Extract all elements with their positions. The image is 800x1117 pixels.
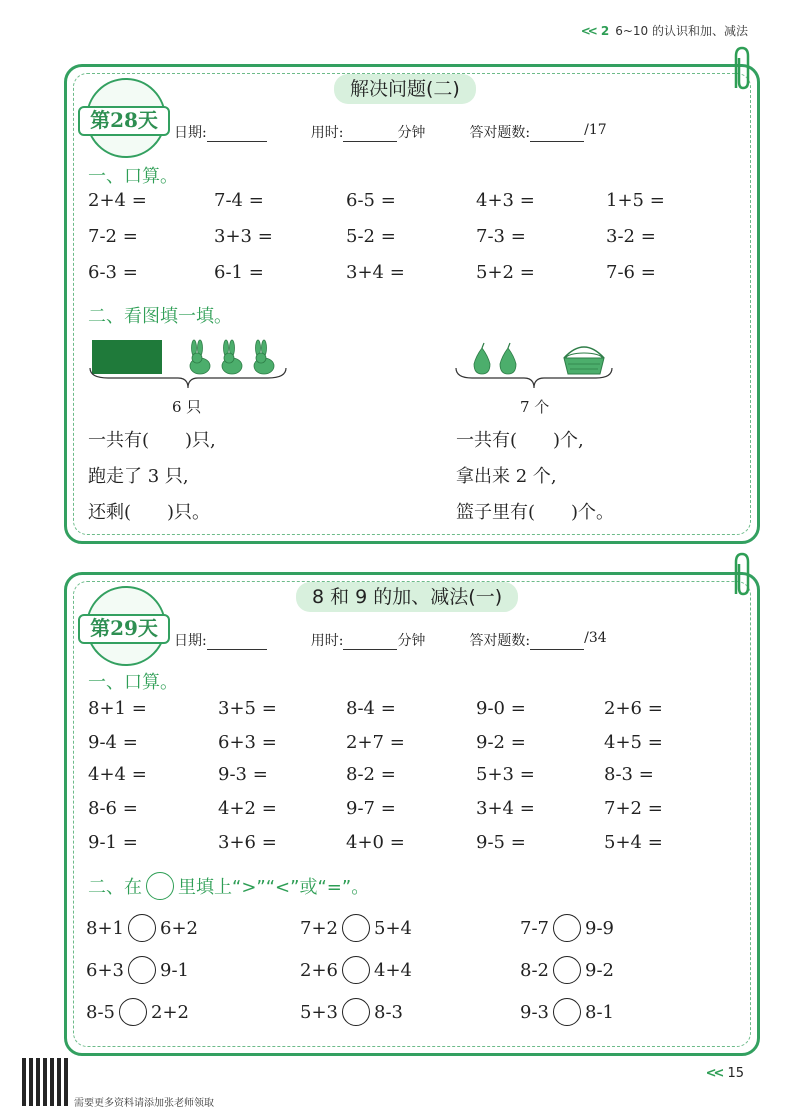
time-unit: 分钟: [397, 633, 426, 649]
equation: 6-1 =: [214, 262, 264, 283]
equation: 3+6 =: [218, 832, 277, 853]
comparison-item: [520, 998, 614, 1026]
left-expr: 8-2: [520, 959, 549, 981]
equation: 4+2 =: [218, 798, 277, 819]
equation: 9-3 =: [218, 764, 268, 785]
comparison-item: [86, 956, 189, 984]
equation: 9-2 =: [476, 732, 526, 753]
answer-circle[interactable]: [128, 956, 156, 984]
equation: 9-0 =: [476, 698, 526, 719]
equation: 4+3 =: [476, 190, 535, 211]
equation: 2+6 =: [604, 698, 663, 719]
right-expr: 9-1: [160, 959, 189, 981]
equation: 9-4 =: [88, 732, 138, 753]
date-blank: [207, 122, 267, 142]
equation: 8-4 =: [346, 698, 396, 719]
score-blank: [530, 630, 584, 650]
equation: 8-3 =: [604, 764, 654, 785]
answer-circle[interactable]: [553, 998, 581, 1026]
right-expr: 6+2: [160, 917, 198, 939]
equation: 8-6 =: [88, 798, 138, 819]
comparison-item: [520, 956, 614, 984]
right-line-3: 篮子里有( )个。: [456, 502, 615, 523]
left-line-2: 跑走了 3 只,: [88, 466, 189, 487]
time-unit: 分钟: [397, 125, 426, 141]
equation: 1+5 =: [606, 190, 665, 211]
equation: 7+2 =: [604, 798, 663, 819]
page-number-value: 15: [727, 1066, 744, 1081]
equation: 9-5 =: [476, 832, 526, 853]
date-blank: [207, 630, 267, 650]
section2-suffix: 里填上“>”“<”或“=”。: [178, 877, 370, 898]
right-total: 7 个: [520, 398, 550, 416]
left-total: 6 只: [172, 398, 202, 416]
equation: 4+0 =: [346, 832, 405, 853]
comparison-item: [86, 998, 189, 1026]
comparison-item: [520, 914, 614, 942]
day29-title: 8 和 9 的加、减法(一): [296, 582, 518, 612]
equation: 3-2 =: [606, 226, 656, 247]
comparison-item: [300, 914, 412, 942]
right-line-1: 一共有( )个,: [456, 430, 584, 451]
date-label: 日期:: [174, 125, 207, 141]
answer-circle[interactable]: [342, 914, 370, 942]
chapter-number: 2: [600, 23, 610, 38]
right-expr: 8-1: [585, 1001, 614, 1023]
equation: 7-2 =: [88, 226, 138, 247]
paperclip-icon: [728, 44, 754, 94]
equation: 5+2 =: [476, 262, 535, 283]
time-blank: [343, 122, 397, 142]
equation: 6-3 =: [88, 262, 138, 283]
equation: 7-4 =: [214, 190, 264, 211]
right-expr: 4+4: [374, 959, 412, 981]
equation: 2+4 =: [88, 190, 147, 211]
comparison-item: [300, 956, 412, 984]
left-line-1: 一共有( )只,: [88, 430, 216, 451]
equation: 9-7 =: [346, 798, 396, 819]
circle-icon: [146, 872, 174, 900]
equation: 7-6 =: [606, 262, 656, 283]
answer-circle[interactable]: [553, 914, 581, 942]
right-expr: 9-9: [585, 917, 614, 939]
answer-circle[interactable]: [342, 998, 370, 1026]
equation: 3+4 =: [476, 798, 535, 819]
equation: 4+4 =: [88, 764, 147, 785]
time-blank: [343, 630, 397, 650]
equation: 5-2 =: [346, 226, 396, 247]
chapter-header: [581, 22, 748, 39]
right-expr: 2+2: [151, 1001, 189, 1023]
left-expr: 8-5: [86, 1001, 115, 1023]
equation: 6+3 =: [218, 732, 277, 753]
left-expr: 9-3: [520, 1001, 549, 1023]
right-line-2: 拿出来 2 个,: [456, 466, 557, 487]
answer-circle[interactable]: [553, 956, 581, 984]
equation: 6-5 =: [346, 190, 396, 211]
day29-badge: [78, 598, 170, 652]
page-number: [706, 1066, 744, 1081]
answer-circle[interactable]: [342, 956, 370, 984]
day28-badge: [78, 90, 170, 144]
score-total: /34: [584, 630, 607, 646]
time-label: 用时:: [310, 633, 344, 649]
equation: 7-3 =: [476, 226, 526, 247]
day28-section2-title: 二、看图填一填。: [88, 306, 232, 327]
day29-section1-title: 一、口算。: [88, 672, 178, 693]
time-label: 用时:: [310, 125, 344, 141]
day29-meta: [174, 630, 607, 650]
footer-note: 需要更多资料请添加张老师领取: [74, 1098, 214, 1109]
chapter-title: 6~10 的认识和加、减法: [615, 24, 748, 38]
day28-title: 解决问题(二): [334, 74, 476, 104]
left-expr: 7-7: [520, 917, 549, 939]
equation: 8+1 =: [88, 698, 147, 719]
equation: 2+7 =: [346, 732, 405, 753]
day29-badge-label: 第29天: [78, 614, 170, 644]
day28-meta: [174, 122, 607, 142]
score-label: 答对题数:: [469, 125, 531, 141]
equation: 4+5 =: [604, 732, 663, 753]
equation: 3+3 =: [214, 226, 273, 247]
left-expr: 5+3: [300, 1001, 338, 1023]
right-expr: 9-2: [585, 959, 614, 981]
double-chevron-icon: <<: [705, 1066, 722, 1081]
left-line-3: 还剩( )只。: [88, 502, 211, 523]
section2-prefix: 二、在: [88, 877, 142, 898]
left-expr: 7+2: [300, 917, 338, 939]
right-expr: 8-3: [374, 1001, 403, 1023]
day28-section1-title: 一、口算。: [88, 166, 178, 187]
double-chevron-icon: <<: [580, 23, 595, 38]
score-total: /17: [584, 122, 607, 138]
left-expr: 8+1: [86, 917, 124, 939]
day28-badge-label: 第28天: [78, 106, 170, 136]
equation: 3+5 =: [218, 698, 277, 719]
day29-section2-title: [88, 872, 369, 900]
date-label: 日期:: [174, 633, 207, 649]
paperclip-icon: [728, 550, 754, 600]
right-expr: 5+4: [374, 917, 412, 939]
equation: 5+3 =: [476, 764, 535, 785]
left-expr: 6+3: [86, 959, 124, 981]
score-blank: [530, 122, 584, 142]
answer-circle[interactable]: [119, 998, 147, 1026]
left-brace: [88, 366, 288, 390]
equation: 3+4 =: [346, 262, 405, 283]
left-expr: 2+6: [300, 959, 338, 981]
equation: 8-2 =: [346, 764, 396, 785]
equation: 5+4 =: [604, 832, 663, 853]
score-label: 答对题数:: [469, 633, 531, 649]
comparison-item: [86, 914, 198, 942]
comparison-item: [300, 998, 403, 1026]
right-brace: [454, 366, 614, 390]
answer-circle[interactable]: [128, 914, 156, 942]
equation: 9-1 =: [88, 832, 138, 853]
qr-code[interactable]: [22, 1058, 70, 1106]
